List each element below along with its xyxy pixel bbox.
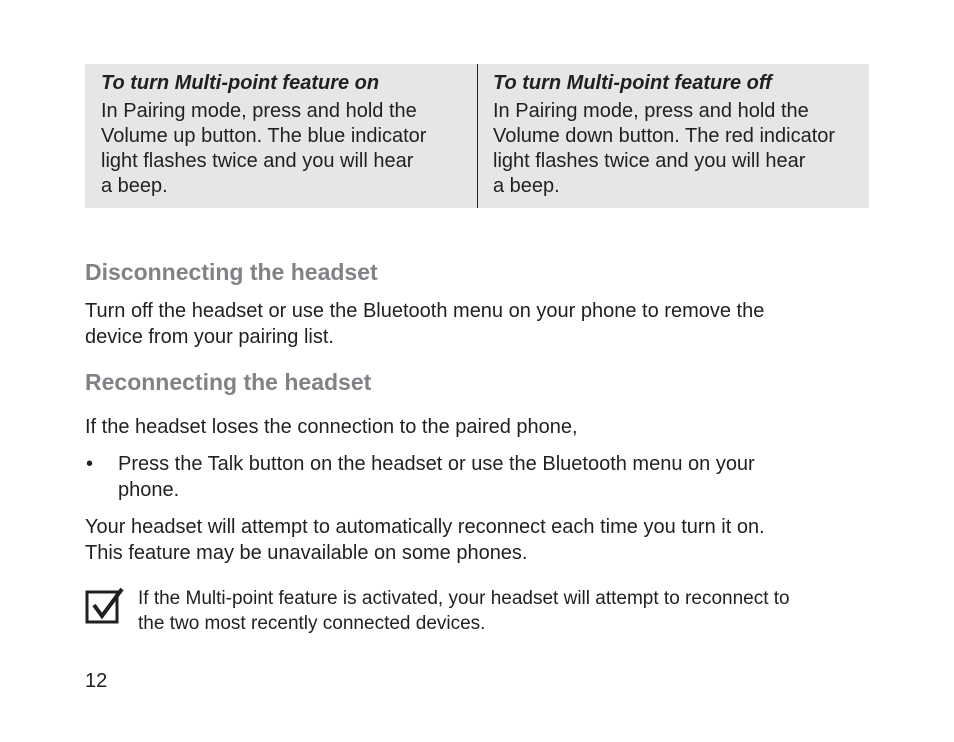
reconnect-bullet-text: Press the Talk button on the headset or use the Bluetooth menu on your phone.: [118, 453, 755, 501]
reconnect-bullet-item: [85, 451, 755, 503]
disconnecting-body: Turn off the headset or use the Bluetooth menu on your phone to remove the device from your pairing list.: [85, 300, 765, 348]
feature-on-cell: [85, 64, 477, 208]
feature-off-body: In Pairing mode, press and hold the Volume down button. The red indicator light flashes twice and you will hear a beep.: [493, 100, 836, 197]
multipoint-feature-table: [85, 64, 869, 208]
feature-off-heading: To turn Multi-point feature off: [493, 72, 772, 94]
note-text: If the Multi-point feature is activated, your headset will attempt to reconnect to the two most recently connected devices.: [138, 588, 790, 634]
feature-on-body: In Pairing mode, press and hold the Volume up button. The blue indicator light flashes twice and you will hear a beep.: [101, 100, 427, 197]
reconnecting-body: Your headset will attempt to automatically reconnect each time you turn it on. This feature may be unavailable on some phones.: [85, 516, 765, 564]
bullet-mark: •: [86, 453, 94, 475]
checkbox-check-icon: [85, 586, 125, 626]
reconnecting-title: Reconnecting the headset: [85, 369, 372, 395]
page-number: 12: [85, 670, 108, 692]
disconnecting-title: Disconnecting the headset: [85, 259, 378, 285]
reconnecting-intro: If the headset loses the connection to the paired phone,: [85, 416, 578, 438]
feature-off-cell: [477, 64, 869, 208]
feature-on-heading: To turn Multi-point feature on: [101, 72, 380, 94]
